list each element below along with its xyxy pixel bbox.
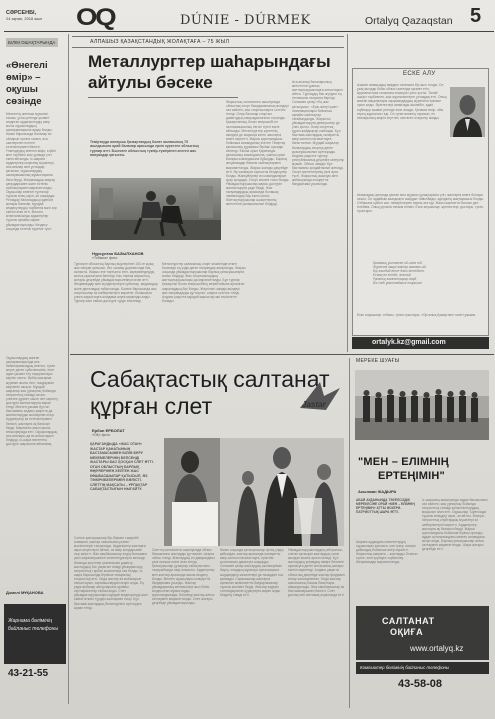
ceremony-photo [355, 370, 489, 440]
top-article-lead: Теміртауда алпауыш Қазақстандық болат жолағының 75 жылдығына орай балалар арасында еркін күрестен облыстық турнир өтті. Бәсекеге облыстың түкпір-түкпірінен келген жас палуандар қатысты. [90, 140, 199, 158]
top-article-body-c: Жарыстың салтанатты ашылуында облыстық спорт басқармасының өкілдері сөз сөйлеп, жас спортшыларға сәттілік тіледі. Олар балалар спортын дамытудың маңыздылығына тоқталды. Қазақстанның болат өнеркәсібі ел экономикасының негізгі тірегі екені айтылды. Металлургтер әулетінің өкілдері де жарысқа келіп, жастарға өнеге көрсетті. Жарыс қорытындысы бойынша командалық есепте Теміртау қаласының құрамасы бірінші орынды иеленді. Екінші орын Қарағанды қаласының командасына, үшінші орын Балқаш командасына бұйырды. Барлық жеңімпаздар бағалы сыйлықтармен марапатталды. Жарыс жоғары деңгейде өтті. Әр салмақта тартысты белдесулер болды. Жанкүйерлер өз командаларын қызу қолдады. Спорт кешені толы болды. Ұйымдастырушылар жарыс дәстүрін жалғастыруға уәде берді. Жас палуандардың арасында болашақ чемпиондар бар екені сөзсіз. Жаттықтырушылар шәкірттерінің жетістігіне ризашылығын білдірді. [226, 100, 290, 207]
top-article-body-b: Металлургтер қаласының спорт кешенінде өткен бәсекеде ең үздік деген палуандар анықталды. Жарыс соңында ұйымдастырушылар барлық қатысушыларға алғыс білдірді. Жас спортшылардың жаттықтырушылары да марапатталды. Бұл турнир Қазақстан болат өнеркәсібінің мерейтойына арналған шаралардың бірі болды. Жергілікті әкімдік өкілдері жас палуандарды құттықтап, оларға сәттілік тіледі. Алдағы уақытта мұндай жарыстар жиі өткізілетін болады. [162, 262, 246, 303]
email-banner [352, 337, 489, 349]
memorial-box [352, 68, 489, 336]
top-byline-role: «Тобына» фото [92, 256, 118, 260]
left-footer-label1: Жарнама бөлімінің [8, 618, 52, 624]
right-article-body-b: Іс-шараның ашылуында аудан басшылығы сөз сөйлеп, жас ұрпақтың бойында патриоттық сезімді қалыптастырудың маңызын атап өтті. Оқушылар Тәуелсіздік туралы өлеңдер оқып, ән айтты. Әскери-патриоттық клубтардың мүшелері өз шеберліктерін көрсетті. Ардагерлер жастарға ақ батасын берді. Жарыс қорытындысы бойынша бірінші орынды аудан орталығындағы мектеп командасы жеңіп алды. Барлық қатысушылар алғыс хаттармен марапатталды. Шара жоғары деңгейде өтті. [422, 498, 488, 552]
page-number: 5 [470, 5, 482, 27]
left-rubric: БІЛІМ ОШАҚТАРЫНДА [6, 38, 58, 47]
masthead-date [6, 10, 66, 21]
date-full: 24 ақпан, 2016 жыл [6, 16, 43, 21]
top-article-body-d: Ата-аналар балаларының жетістігіне қуанып, жаттықтырушыларға алғыстарын айтты. Турнирдің бас жүлдесі ең техникалы палуанға берілді. Сонымен қатар «Ең жас қатысушы», «Ерік-жігері үшін» номинациялары бойынша арнайы сыйлықтар тағайындалды. Жарысты ұйымдастыруға демеушілер де үлес қосты. Олар спорттық құрал-жабдықтар сыйлады. Бұл бастама жастардың салауатты өмір салтын насихаттауға бағытталған. Мұндай шаралар балалардың спортқа деген қызығушылығын арттырады. Алдағы уақытта турнир республикалық деңгейге көтерілуі мүмкін. Облыс әкімдігі бұл бастаманы қолдайтынын жеткізді. Спорт мектептерінің рөлі арта түсті. Жарыстың ашылуы мен жабылуында концерттік бағдарлама ұсынылды. [292, 80, 344, 187]
page-split-rule [70, 354, 494, 355]
wrestling-photo [91, 178, 221, 240]
right-byline: Асылжан ЖАДЫРА [358, 489, 397, 494]
left-footer-label2: байланыс телефоны [8, 626, 59, 632]
jastar-logo-text: Jastar [302, 400, 326, 409]
bottom-article-headline-1: Сабақтастық салтанат [90, 366, 330, 392]
top-article-headline-2: айтулы бәсеке [88, 73, 213, 92]
right-phone: 43-58-08 [398, 678, 443, 690]
bottom-column-divider [349, 358, 350, 708]
left-column-text-1: Мектептің жетекші мұғалімі, ғалым, ұстаз ретінде қызмет атқарған ардагерлердің өмір жолы оқушылардың шығармаларына арқау болды. Жиын барысында балалар өз ойларын ортаға салып, ата-әжелерінен естіген естеліктерімен бөлісті. Үлкендердің өнегелі өмірі, еңбегі мен тәрбиесі жас ұрпаққа үлгі екені айтылды. Іс-шараға ардагерлер кеңесінің мүшелері, ата-аналар мен ұстаздар қатысып, оқушылардың шығармашылық жұмыстарына баға берді. Жеңімпаздар мақтау қағаздарымен және естелік сыйлықтармен марапатталды. Оқушылар өнегелі тұлғалар туралы өлең оқып, ән шырқады. Ұстаздар балалардың ізденісін жоғары бағалап, мұндай кездесулердің тәрбиелік мәні зор екенін атап өтті. Мектеп кітапханасында ардагерлер туралы арнайы көрме ұйымдастырылды. Кездесу соңында естелік суретке түсті. [6, 112, 57, 231]
memorial-rubric: ЕСКЕ АЛУ [403, 71, 436, 77]
memorial-text-2: Ағамыздың артында қалған мол мұрасы ұрпақтарына үлгі, жастарға өнеге болары сөзсіз. Ол әрдайым шындықты жазудан тайынбады, әділдіктің жақтаушысы болды. Отбасына сүйікті әке, немерелеріне аяулы ата еді. Жаны жәннатта болсын деп тілейміз. Оның рухына тағзым етеміз. Еске алушылар: әріптестері, достары, туған-туыстары. [357, 193, 485, 214]
right-footer-label: Компьютер бөлімінің байланыс телефоны [360, 665, 450, 670]
masthead-rule [4, 31, 494, 32]
left-byline: Дәмелі МҰҚАНОВА [6, 590, 44, 595]
memorial-poem: Қаламың ұшталған ой-сана ғой, Жүректе мәңгі жатар аманат-ай. Бір жылдай өтсе дағы өтпейтін, Есімің ел есінде, ағатай. Ұрпағың жалғастырар ізіңді, Біз сізді ұмытпаймыз ешқашан. [373, 261, 427, 286]
left-column-text-2: Оқушылардың жазған шығармаларында ата-бабаларымыздың өнегесі, туған жерге деген сүйіспеншілік, елге адал қызмет ету тақырыптары көрініс тапты. Әрбір шығарма жүрекке жылы тиіп, тыңдарман көңілінен шықты. Мұндай шаралар жас ұрпақтың бойында патриоттық сезімді оятып, үлкенге құрмет, кішіге ізет көрсету дәстүрін жалғастыруға ықпал етеді. Мектеп ұжымы бұл игі бастаманы алдағы уақытта да жалғастыруды жоспарлап отыр. Ардагерлер өз естеліктерімен бөлісіп, жастарға ақ батасын берді. Мерекелік жиын жылы атмосферада өтті. Оқушылардың ата-аналары да өз алғыстарын білдірді. Іс-шара мектептің дәстүрлі шарасына айналмақ. [6, 356, 58, 446]
center-column-divider [347, 34, 348, 352]
right-rubric: МЕРЕКЕ ШУАҒЫ [356, 358, 400, 364]
right-headline-1: "МЕН – ЕЛІМНІҢ [358, 456, 449, 468]
right-headline-2: ЕРТЕҢІМІН" [378, 470, 445, 482]
memorial-signature: Еске алушылар: отбасы, туған-туыстары, «Орталық Қазақстан» газеті ұжымы. [357, 313, 477, 317]
portrait-illustration [450, 87, 485, 137]
masthead-logo: OQ [76, 4, 115, 31]
top-article-body-a: Турнирге облыстың барлық өңірлерінен 150-ге жуық жас палуан қатысып, бес салмақ дәрежесінде бақ сынасты. Жарыс өте тартысты өтіп, көрермендердің ыстық ықыласына бөленді. Бас төреші жарыстың жоғары деңгейде ұйымдастырылғанын атап өтті. Жеңімпаздар мен жүлдегерлерге кубоктар, медальдар және дипломдар табысталды. Бәсеке барысында жас спортшылар өз шеберліктерін көрсетіп, болашақта үлкен жарыстарға жолдама алуға мүмкіндік алды. Турнир жыл сайын дәстүрлі түрде өткізіледі. [74, 262, 158, 303]
right-footer-banner [356, 662, 489, 674]
section-title: DÚNIE - DÚRMEK [180, 13, 311, 28]
top-article-kicker-bar [72, 36, 344, 48]
right-ad-url: www.ortalyq.kz [410, 644, 464, 653]
top-article-headline-1: Металлургтер шаһарындағы [88, 52, 331, 71]
top-article-kicker: АЛПАШЫЗ ҚАЗАҚСТАНДЫҚ ЖОЛАҚТАҒА – 75 ЖЫЛ [90, 38, 230, 45]
right-ad-box [356, 606, 489, 660]
bottom-article-body-d: Ұйымдастырушылардың айтуынша, слетке қатысқан жастардың саны жылдан жылға артып келеді. Бұл жастардың қоғамдық өмірге белсене араласуға деген ынтасының жоғары екенін көрсетеді. Алдағы уақытта облыстық деңгейде жастар форумын өткізу жоспарланған. Онда жастар саясатының басым бағыттары айқындалады. Жас көшбасшылар өз бастамаларымен бөлісті. Слет достық пен ынтымақ ахуалында өтті. [288, 548, 345, 598]
right-ad-line1: САЛТАНАТ [382, 616, 435, 626]
top-byline-name: Нұрсұлтан БАЗЫЛХАНОВ [92, 251, 144, 256]
top-article-byline [92, 251, 144, 260]
memorial-portrait [450, 87, 485, 137]
bottom-article-body-c: Жиын соңында қатысушылар ортақ үндеу қабылдап, жастар арасында салауатты өмір салтын насихаттауға, еріктілік қозғалысын дамытуға шақырды. Сонымен қатар жастардың кәсіпкерлікке баулу, олардың жұмысқа орналасуына жәрдемдесу мәселелері де назардан тыс қалмады. Сарапшылар жастарға арналған мемлекеттік бағдарламалар туралы мәлімет берді. Жастар өздерін толғандыратын сұрақтарға жауап алды. Кездесу тиімді өтті. [220, 548, 284, 598]
right-ad-line2: ОҚИҒА [390, 627, 424, 637]
bottom-article-photo [164, 438, 344, 546]
top-headline-rule [88, 97, 238, 98]
ceremony-illustration [355, 370, 489, 440]
memorial-text-1: Азамат ағамыздың өмірден озғанына бір жыл толды. Ол ұзақ жылдар бойы облыс газетінде қызмет етіп, журналистика саласына өлшеусіз үлес қосты. Талай шәкірт тәрбиелеп, жас журналистерге ұстаздық етті. Оның жазған мақалалары оқырмандардың жүрегінен ерекше орын алды. Әріптестері ағамызды кішіпейіл, адал, еңбекқор азамат ретінде еске алады. Қаламы өткір, ойы терең журналист еді. Ол туған өлкенің тарихын, ел ағаларының өмірін зерттеп, көптеген очерктер жазды. [357, 83, 447, 120]
bottom-article-byline [92, 428, 125, 437]
jastar-logo [296, 378, 344, 414]
wrestling-illustration [91, 178, 221, 240]
bottom-article-lead: ҚАРАҒАНДЫДА «ЖАС ОТАН» ЖАСТАР ҚАНАТЫНЫҢ БАСТАМАСЫМЕН БІЛІМ БЕРУ МЕКЕМЕЛЕРІНІҢ БЕЛСЕНДІ ЖАСТАРЫ БАС ҚОСҚАН СЛЕТ ӨТТІ. ОҒАН ОБЛЫСТЫҢ БАРЛЫҚ ӨҢІРЛЕРІНЕН КЕЛГЕН ЖАС КӨШБАСШЫЛАР ҚАТЫСЫП, ӨЗ ТӘЖІРИБЕЛЕРІМЕН БӨЛІСТІ. СЛЕТТІҢ МАҚСАТЫ – ҰРПАҚТАР САБАҚТАСТЫҒЫН НЫҒАЙТУ. [90, 442, 154, 491]
left-phone: 43-21-55 [8, 668, 49, 679]
left-column-divider [68, 34, 69, 704]
slet-photo-illustration [164, 438, 344, 546]
date-weekday: СӘРСЕНБІ, [6, 10, 37, 16]
left-footer-ad [4, 604, 66, 664]
right-article-body-a: Шараға аудандағы мектептердің оқушылары қатысып, сап түзеу, әскери дайындық бойынша өнер көрсетті. Жарыстың мақсаты – жастарды Отанын сүюге, елін қорғауға тәрбиелеу. Жеңімпаздар марапатталды. [356, 540, 418, 565]
right-article-lead: АБАЙ АУДАНЫНДА ТӘУЕЛСІЗДІК МЕРЕКЕСІНЕ ОРАЙ «МЕН – ЕЛІМНІҢ ЕРТЕҢІМІН» АТТЫ ӘСКЕРИ-ПАТРИОТТЫҚ ШАРА ӨТТІ. [356, 498, 415, 515]
bottom-byline-role: «ОҚ» фото [92, 433, 110, 437]
bottom-byline-name: Ербол ЕРБОЛАТ [92, 428, 125, 433]
email-banner-text: ortalyk.kz@gmail.com [372, 339, 446, 346]
paper-name: Ortalyq Qazaqstan [365, 15, 453, 27]
left-headline: «Өнегелі өмір» – оқушы сөзінде [6, 60, 48, 107]
bottom-article-body-b: Слеттің салтанатты ашылуында облыс басшылығы жастарды құттықтап, оларға табыс тіледі. Жастардың ел дамуындағы рөлі ерекше екені атап өтілді. Қатысушылар ұрпақтар сабақтастығы тақырыбында пікір алмасты. Ардагерлер мен жастар арасында жылы кездесу болды. Мектеп оқушылары концерттік бағдарлама ұсынды. Жастар ұйымдарының жетекшілері жыл бойы атқарылған жұмыстарды қорытындылады. Белсенді жастар алғыс хаттармен марапатталды. Слет жоғары деңгейде ұйымдастырылды. [152, 548, 215, 606]
bottom-article-headline-2: құрған слет [90, 393, 213, 419]
bottom-article-body-a: Слетке қатысушылар бір-бірімен тәжірибе алмасып, жастар саясатының өзекті мәселелерін талқылады. Ардагерлер жастарға ақыл-кеңестерін айтып, өз өмір жолдарынан сыр шертті. Жас көшбасшылар елдің болашағы үшін жауапкершілікті сезінетіндіктерін жеткізді. Жиында еріктілер қозғалысын дамыту, жастардың бос уақытын тиімді ұйымдастыру, патриоттық тәрбие мәселелері сөз болды. Іс-шара барысында бірнеше секциялық отырыстар өтті. Онда жастар өз жобаларын таныстырып, сарапшылардан кеңес алды. Ең үздік жобалар авторларына арнайы сертификаттар табысталды. Слет ұйымдастырушылары мұндай кездесулерді жыл сайын өткізіп тұруды жоспарлап отыр. Бұл бастама жастардың белсенділігін арттыруға ықпал етеді. [74, 536, 148, 610]
